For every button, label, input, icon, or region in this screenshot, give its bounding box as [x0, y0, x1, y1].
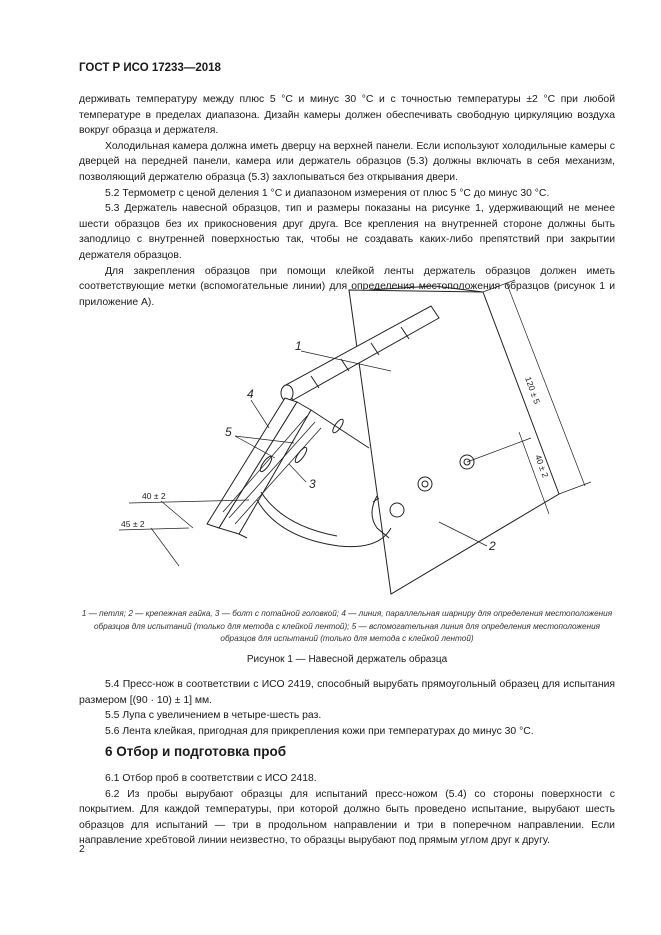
page-number: 2 [79, 844, 85, 855]
paragraph: держивать температуру между плюс 5 °C и минус 30 °C и с точностью температуры ±2 °C при любой температуре в пределах диапазона. Дизайн камеры должен обеспечивать свободную циркуляцию воздуха вокруг образца и держателя. [79, 94, 615, 137]
figure-title: Рисунок 1 — Навесной держатель образца [246, 654, 448, 665]
paragraph: 5.3 Держатель навесной образцов, тип и размеры показаны на рисунке 1, удерживающий не менее шести образцов без их прикосновения друг друга. Все крепления на внутренней стороне должны быть заподлицо с внутренней поверхностью так, чтобы не создавать каких-либо препятствий при закрытии держателя образцов. [79, 203, 615, 261]
dimension-label: 40 ± 2 [142, 491, 166, 501]
dimension-label: 40 ± 2 [533, 453, 551, 479]
dimension-label: 45 ± 2 [121, 519, 145, 529]
paragraph: 5.5 Лупа с увеличением в четыре-шесть раз. [105, 710, 322, 722]
section-text-block [79, 771, 615, 849]
paragraph: Холодильная камера должна иметь дверцу на верхней панели. Если используют холодильные камеры с дверцей на передней панели, камера или держатель образцов (5.3) должны включать в себя механизм, позволяющий держателю образца (5.3) захлопываться без открывания двери. [79, 140, 615, 183]
paragraph: 6.2 Из пробы вырубают образцы для испытаний пресс-ножом (5.4) со стороны поверхности с покрытием. Для каждой температуры, при которой должно быть проведено испытание, вырубают шесть образцов для испытаний — три в продольном направлении и три в поперечном направлении. Если направление хребтовой линии неизвестно, то образцы вырубают под прямым углом друг к другу. [79, 788, 615, 847]
paragraph: 5.2 Термометр с ценой деления 1 °C и диапазоном измерения от плюс 5 °C до минус 30 °C. [105, 187, 550, 199]
paragraph: 6.1 Отбор проб в соответствии с ИСО 2418. [105, 773, 317, 784]
figure-drawing [79, 278, 615, 606]
paragraph: 5.6 Лента клейкая, пригодная для прикрепления кожи при температурах до минус 30 °C. [105, 725, 534, 737]
specimen-holder-drawing [119, 280, 591, 594]
paragraph: 5.4 Пресс-нож в соответствии с ИСО 2419, способный вырубать прямоугольный образец для испытания размером [(90 · 10) ± 1] мм. [79, 679, 615, 706]
document-header: ГОСТ Р ИСО 17233—2018 [79, 62, 221, 74]
callout-label: 4 [247, 387, 254, 401]
callout-label: 3 [309, 477, 316, 491]
figure-caption: 1 — петля; 2 — крепежная гайка, 3 — болт с потайной головкой; 4 — линия, параллельная шарниру для определения местоположения образцов для испытаний (только для метода с клейкой лентой); 5 — вспомогательная линия для определения местоположения образцов для испытаний (только для метода с клейкой лентой) [81, 609, 613, 644]
callout-label: 2 [489, 539, 496, 553]
paragraph: Для закрепления образцов при помощи клейкой ленты держатель образцов должен иметь соответствующие метки (вспомогательные линии) для определения местоположения образцов (рисунок 1 и приложение А). [79, 265, 615, 308]
callout-label: 1 [295, 339, 302, 353]
section-heading: 6 Отбор и подготовка проб [105, 744, 287, 759]
middle-text-block [79, 677, 615, 739]
callout-label: 5 [225, 425, 232, 439]
dimension-label: 120 ± 5 [523, 375, 543, 406]
